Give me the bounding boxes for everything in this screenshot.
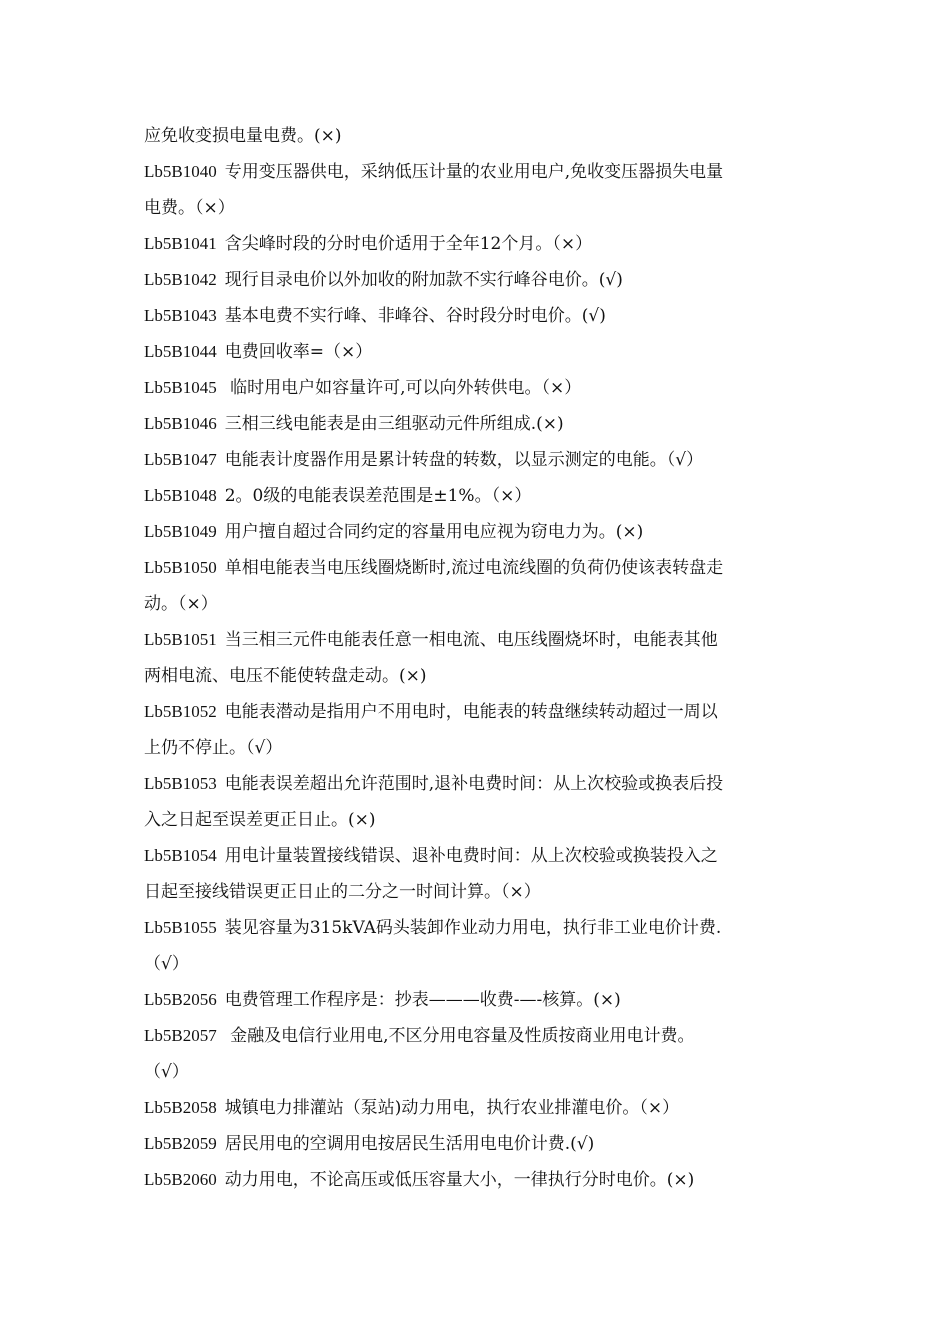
question-line xyxy=(144,406,816,442)
question-text: （√） xyxy=(144,954,189,974)
question-id: Lb5B1054 xyxy=(144,846,217,865)
question-text: 电能表误差超出允许范围时,退补电费时间：从上次校验或换表后投 xyxy=(224,774,724,794)
question-text: 应免收变损电量电费。(×) xyxy=(144,126,342,146)
question-text: 现行目录电价以外加收的附加款不实行峰谷电价。(√) xyxy=(224,270,623,290)
question-text: 基本电费不实行峰、非峰谷、谷时段分时电价。(√) xyxy=(224,306,606,326)
question-line xyxy=(144,478,816,514)
question-id: Lb5B2057 xyxy=(144,1026,217,1045)
question-line xyxy=(144,838,816,874)
question-id: Lb5B1053 xyxy=(144,774,217,793)
question-line xyxy=(144,1126,816,1162)
question-text: 入之日起至误差更正日止。(×) xyxy=(144,810,376,830)
question-id: Lb5B2058 xyxy=(144,1098,217,1117)
question-id: Lb5B1044 xyxy=(144,342,217,361)
question-line xyxy=(144,910,816,946)
question-text: 电费管理工作程序是：抄表———收费-—-核算。(×) xyxy=(224,990,621,1010)
question-text: 含尖峰时段的分时电价适用于全年12个月。（×） xyxy=(224,234,593,254)
question-id: Lb5B1042 xyxy=(144,270,217,289)
question-line xyxy=(144,370,816,406)
question-line xyxy=(144,442,816,478)
question-id: Lb5B1049 xyxy=(144,522,217,541)
question-text: 电费。（×） xyxy=(144,198,235,218)
question-continuation-line xyxy=(144,190,816,226)
question-text: 金融及电信行业用电,不区分用电容量及性质按商业用电计费。 xyxy=(224,1026,695,1046)
question-id: Lb5B1043 xyxy=(144,306,217,325)
question-continuation-line xyxy=(144,874,816,910)
question-line xyxy=(144,1162,816,1198)
question-continuation-line xyxy=(144,586,816,622)
question-line xyxy=(144,154,816,190)
question-line xyxy=(144,694,816,730)
question-text: 上仍不停止。（√） xyxy=(144,738,283,758)
question-text: 专用变压器供电，采纳低压计量的农业用电户,免收变压器损失电量 xyxy=(224,162,724,182)
question-continuation-line xyxy=(144,1054,816,1090)
question-continuation-line xyxy=(144,946,816,982)
question-text: 装见容量为315kVA码头装卸作业动力用电，执行非工业电价计费. xyxy=(224,918,722,938)
question-text: （√） xyxy=(144,1062,189,1082)
question-text: 两相电流、电压不能使转盘走动。(×) xyxy=(144,666,427,686)
question-text: 动力用电，不论高压或低压容量大小，一律执行分时电价。(×) xyxy=(224,1170,695,1190)
question-text: 当三相三元件电能表任意一相电流、电压线圈烧坏时，电能表其他 xyxy=(224,630,718,650)
question-id: Lb5B1048 xyxy=(144,486,217,505)
question-text: 临时用电户如容量许可,可以向外转供电。（×） xyxy=(224,378,582,398)
question-id: Lb5B1045 xyxy=(144,378,217,397)
question-text: 用户擅自超过合同约定的容量用电应视为窃电力为。(×) xyxy=(224,522,644,542)
question-line xyxy=(144,766,816,802)
question-continuation-line xyxy=(144,730,816,766)
question-text: 城镇电力排灌站（泵站)动力用电，执行农业排灌电价。（×） xyxy=(224,1098,680,1118)
question-list xyxy=(144,118,816,1198)
question-line xyxy=(144,298,816,334)
question-id: Lb5B1041 xyxy=(144,234,217,253)
question-line xyxy=(144,1090,816,1126)
question-text: 三相三线电能表是由三组驱动元件所组成.(×) xyxy=(224,414,564,434)
question-text: 电费回收率=（×） xyxy=(224,342,373,362)
question-continuation-line xyxy=(144,802,816,838)
question-continuation-line xyxy=(144,118,816,154)
question-text: 单相电能表当电压线圈烧断时,流过电流线圈的负荷仍使该表转盘走 xyxy=(224,558,724,578)
question-line xyxy=(144,982,816,1018)
question-line xyxy=(144,550,816,586)
question-text: 居民用电的空调用电按居民生活用电电价计费.(√) xyxy=(224,1134,595,1154)
question-line xyxy=(144,1018,816,1054)
question-id: Lb5B2059 xyxy=(144,1134,217,1153)
question-id: Lb5B1050 xyxy=(144,558,217,577)
question-id: Lb5B2060 xyxy=(144,1170,217,1189)
question-id: Lb5B1040 xyxy=(144,162,217,181)
question-text: 电能表潜动是指用户不用电时，电能表的转盘继续转动超过一周以 xyxy=(224,702,718,722)
question-line xyxy=(144,334,816,370)
question-id: Lb5B1052 xyxy=(144,702,217,721)
question-line xyxy=(144,622,816,658)
question-text: 日起至接线错误更正日止的二分之一时间计算。（×） xyxy=(144,882,541,902)
question-line xyxy=(144,262,816,298)
question-id: Lb5B1055 xyxy=(144,918,217,937)
question-text: 用电计量装置接线错误、退补电费时间：从上次校验或换装投入之 xyxy=(224,846,718,866)
question-id: Lb5B1047 xyxy=(144,450,217,469)
question-line xyxy=(144,226,816,262)
question-continuation-line xyxy=(144,658,816,694)
question-id: Lb5B2056 xyxy=(144,990,217,1009)
question-id: Lb5B1051 xyxy=(144,630,217,649)
question-id: Lb5B1046 xyxy=(144,414,217,433)
question-text: 动。（×） xyxy=(144,594,218,614)
question-text: 2。0级的电能表误差范围是±1%。（×） xyxy=(224,486,532,506)
question-text: 电能表计度器作用是累计转盘的转数，以显示测定的电能。（√） xyxy=(224,450,704,470)
question-line xyxy=(144,514,816,550)
